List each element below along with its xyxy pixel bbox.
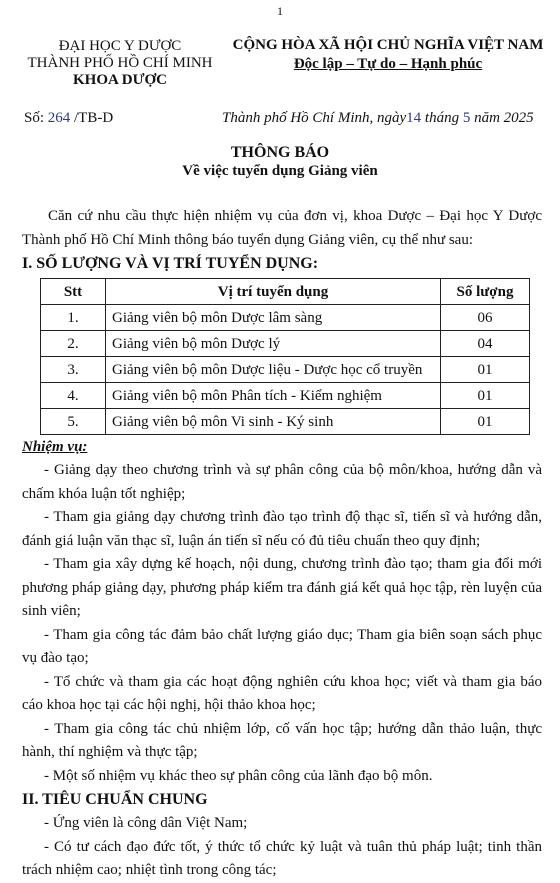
- row-position: Giảng viên bộ môn Phân tích - Kiểm nghiệm: [106, 383, 441, 409]
- row-position: Giảng viên bộ môn Vi sinh - Ký sinh: [106, 409, 441, 435]
- row-stt: 2.: [41, 331, 106, 357]
- row-stt: 3.: [41, 357, 106, 383]
- duty-item: - Tổ chức và tham gia các hoạt động nghiên cứu khoa học; viết và tham gia báo cáo khoa học tại các hội nghị, hội thảo khoa học;: [22, 673, 542, 713]
- document-subtitle: Về việc tuyển dụng Giảng viên: [182, 163, 378, 179]
- national-header: [222, 36, 554, 74]
- row-quantity: 04: [441, 331, 530, 357]
- department-name: KHOA DƯỢC: [72, 72, 168, 88]
- date-day: 14: [406, 110, 422, 126]
- year-text: năm 2025: [470, 110, 534, 126]
- issuer-block: [20, 38, 220, 89]
- header-position: Vị trí tuyển dụng: [106, 279, 441, 305]
- table-row: [41, 357, 530, 383]
- national-motto: Độc lập – Tự do – Hạnh phúc: [293, 56, 483, 72]
- duty-item: - Tham gia công tác đảm bảo chất lượng giáo dục; Tham gia biên soạn sách phục vụ đào tạo;: [22, 626, 542, 666]
- place-date: [222, 110, 534, 127]
- row-stt: 1.: [41, 305, 106, 331]
- duty-item: - Tham gia công tác chủ nhiệm lớp, cố vấn học tập; hướng dẫn thảo luận, thực hành, thí nghiệm và thực tập;: [22, 720, 542, 760]
- page-number: 1: [277, 4, 283, 18]
- row-position: Giảng viên bộ môn Dược liệu - Dược học cổ truyền: [106, 357, 441, 383]
- row-stt: 5.: [41, 409, 106, 435]
- standard-item: - Ứng viên là công dân Việt Nam;: [44, 815, 248, 831]
- duties-heading: Nhiệm vụ:: [22, 439, 88, 455]
- ref-suffix: /TB-D: [74, 110, 114, 126]
- ref-prefix: Số:: [24, 110, 45, 126]
- document-reference: [24, 110, 113, 127]
- row-position: Giảng viên bộ môn Dược lý: [106, 331, 441, 357]
- duty-item: - Giảng dạy theo chương trình và sự phân công của bộ môn/khoa, hướng dẫn và chấm khóa luận tốt nghiệp;: [22, 462, 542, 502]
- date-month: 5: [462, 110, 471, 126]
- row-quantity: 01: [441, 357, 530, 383]
- table-row: [41, 331, 530, 357]
- table-row: [41, 305, 530, 331]
- row-quantity: 01: [441, 409, 530, 435]
- duty-item: - Một số nhiệm vụ khác theo sự phân công của lãnh đạo bộ môn.: [44, 767, 433, 784]
- row-quantity: 01: [441, 383, 530, 409]
- university-name-line2: THÀNH PHỐ HỒ CHÍ MINH: [27, 55, 213, 71]
- table-row: [41, 383, 530, 409]
- table-row: [41, 409, 530, 435]
- ref-number: 264: [47, 110, 71, 126]
- duty-item: - Tham gia giảng dạy chương trình đào tạo trình độ thạc sĩ, tiến sĩ và hướng dẫn, đánh giá luận văn thạc sĩ, luận án tiến sĩ nếu có đủ tiêu chuẩn theo quy định;: [22, 509, 542, 549]
- section-1-heading: I. SỐ LƯỢNG VÀ VỊ TRÍ TUYỂN DỤNG:: [22, 255, 319, 272]
- row-stt: 4.: [41, 383, 106, 409]
- table-header-row: [41, 279, 530, 305]
- month-label: tháng: [421, 110, 463, 126]
- duty-item: - Tham gia xây dựng kế hoạch, nội dung, chương trình đào tạo; tham gia đổi mới phương pháp giảng dạy, phương pháp kiểm tra đánh giá kết quả học tập, rèn luyện của sinh viên;: [22, 556, 542, 619]
- nation-name: CỘNG HÒA XÃ HỘI CHỦ NGHĨA VIỆT NAM: [232, 37, 544, 53]
- positions-table: [40, 278, 530, 435]
- header-quantity: Số lượng: [441, 279, 530, 305]
- standard-item: - Có tư cách đạo đức tốt, ý thức tổ chức kỷ luật và tuân thủ pháp luật; tinh thần trách nhiệm cao; nhiệt tình trong công tác;: [22, 838, 542, 878]
- place-text: Thành phố Hồ Chí Minh, ngày: [222, 110, 407, 126]
- intro-paragraph: Căn cứ nhu cầu thực hiện nhiệm vụ của đơn vị, khoa Dược – Đại học Y Dược Thành phố Hồ Chí Minh thông báo tuyển dụng Giảng viên, cụ thể như sau:: [22, 208, 542, 248]
- university-name-line1: ĐẠI HỌC Y DƯỢC: [58, 38, 182, 54]
- document-body: [22, 204, 542, 883]
- document-title: THÔNG BÁO: [230, 144, 330, 161]
- row-quantity: 06: [441, 305, 530, 331]
- row-position: Giảng viên bộ môn Dược lâm sàng: [106, 305, 441, 331]
- header-stt: Stt: [41, 279, 106, 305]
- section-2-heading: II. TIÊU CHUẨN CHUNG: [22, 791, 208, 808]
